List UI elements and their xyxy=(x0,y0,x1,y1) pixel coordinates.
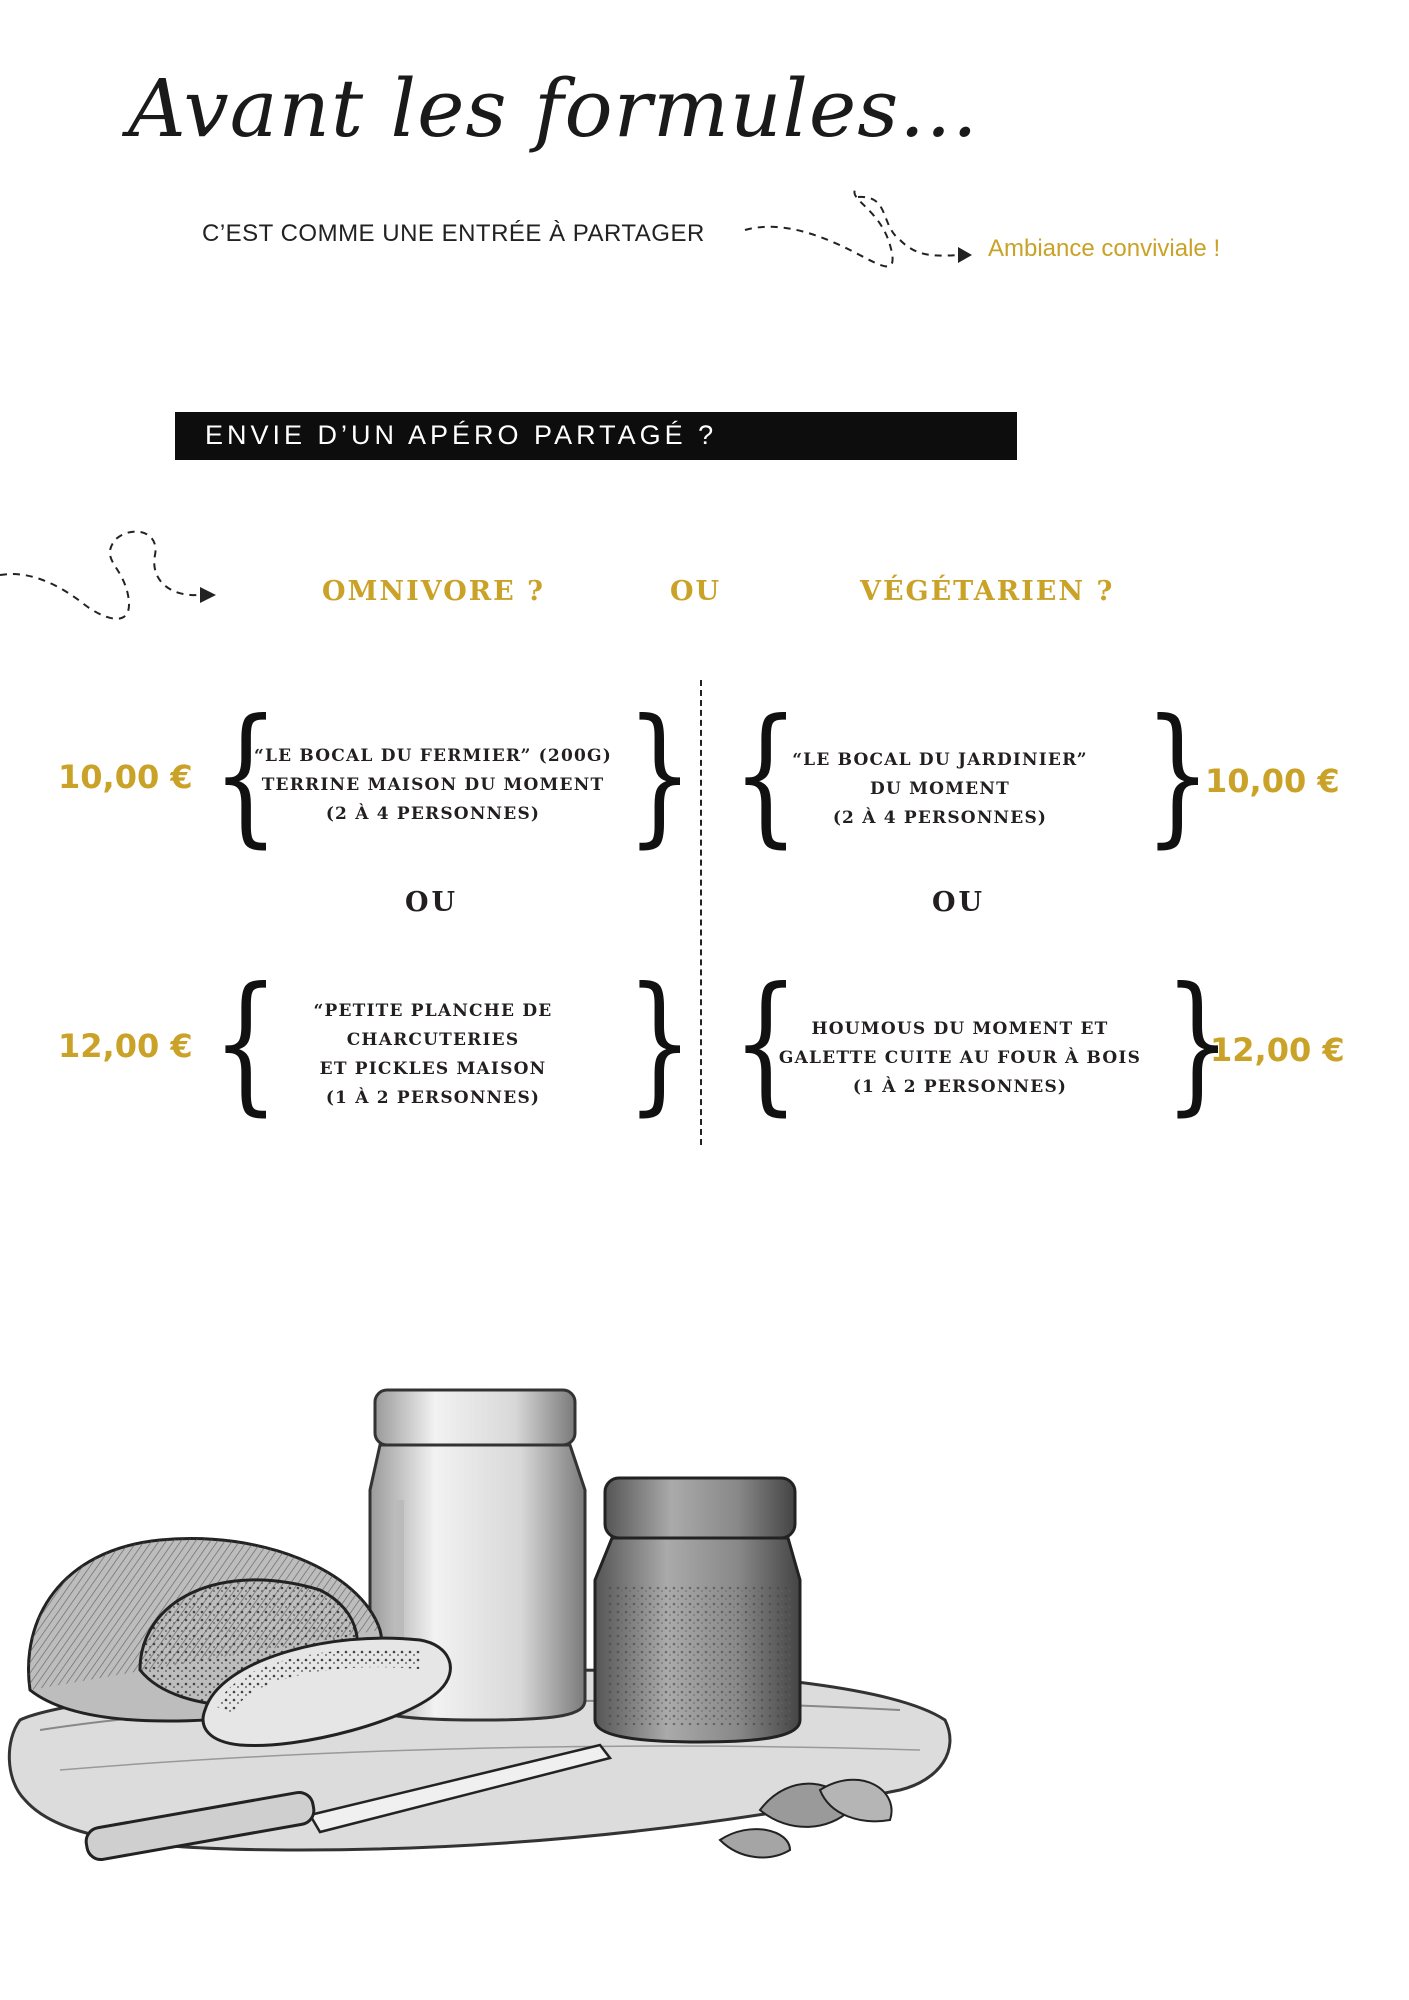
dashed-loop-arrow-icon xyxy=(740,185,990,295)
tagline: Ambiance conviviale ! xyxy=(988,235,1221,262)
right-brace: } xyxy=(1164,956,1232,1130)
subtitle: C’EST COMME UNE ENTRÉE À PARTAGER xyxy=(202,220,705,247)
choice-or: OU xyxy=(670,576,722,607)
item-bocal-jardinier: “LE BOCAL DU JARDINIER” DU MOMENT (2 À 4 PERSONNES) xyxy=(792,750,1088,828)
left-brace: { xyxy=(212,688,280,862)
dashed-loop-arrow-icon xyxy=(0,525,230,635)
banner-text: ENVIE D’UN APÉRO PARTAGÉ ? xyxy=(205,420,718,450)
item-bocal-fermier: “LE BOCAL DU FERMIER” (200G) TERRINE MAISON DU MOMENT (2 À 4 PERSONNES) xyxy=(254,746,612,824)
left-brace: { xyxy=(732,956,800,1130)
or-vegetarien: OU xyxy=(932,887,986,918)
or-omnivore: OU xyxy=(405,887,459,918)
choice-vegetarien: VÉGÉTARIEN ? xyxy=(860,576,1115,607)
right-brace: } xyxy=(626,956,694,1130)
price-planche: 12,00 € xyxy=(58,1027,193,1065)
price-bocal-fermier: 10,00 € xyxy=(58,758,193,796)
section-banner xyxy=(175,412,1017,460)
price-houmous: 12,00 € xyxy=(1210,1031,1345,1069)
center-divider xyxy=(700,680,702,1145)
left-brace: { xyxy=(732,688,800,862)
page-title: Avant les formules... xyxy=(128,62,979,155)
choice-omnivore: OMNIVORE ? xyxy=(322,576,545,607)
price-bocal-jardinier: 10,00 € xyxy=(1205,762,1340,800)
right-brace: } xyxy=(626,688,694,862)
right-brace: } xyxy=(1144,688,1212,862)
bread-jars-board-illustration-icon xyxy=(0,1370,980,1890)
item-houmous: HOUMOUS DU MOMENT ET GALETTE CUITE AU FOUR À BOIS (1 À 2 PERSONNES) xyxy=(778,1019,1142,1097)
left-brace: { xyxy=(212,956,280,1130)
item-planche-charcuteries: “PETITE PLANCHE DE CHARCUTERIES ET PICKLES MAISON (1 À 2 PERSONNES) xyxy=(313,1001,553,1108)
